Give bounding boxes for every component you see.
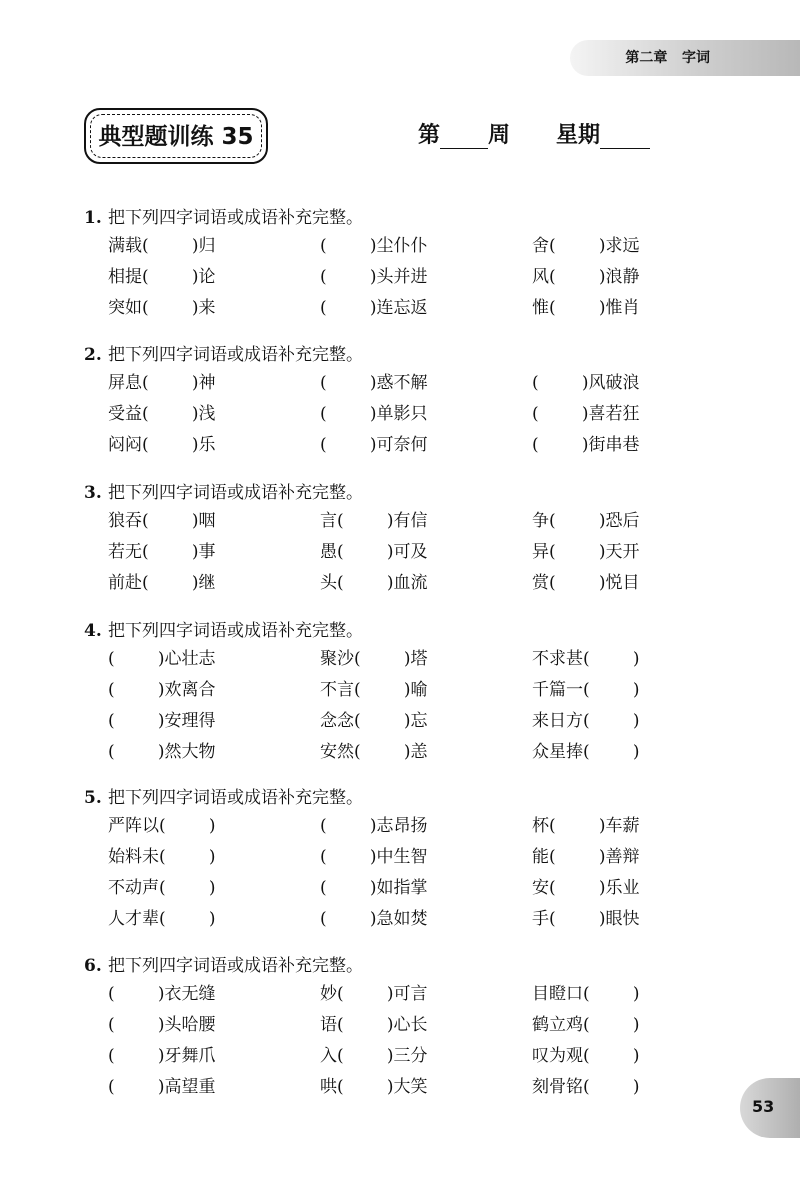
idiom-blank-item: 语( )心长 — [320, 1015, 428, 1035]
idiom-row — [84, 506, 764, 537]
question-instruction: 把下列四字词语或成语补充完整。 — [108, 345, 363, 365]
idiom-blank-item: 叹为观( ) — [532, 1046, 640, 1066]
idiom-blank-item: ( )如指掌 — [320, 878, 428, 898]
idiom-row — [84, 262, 764, 293]
idiom-row — [84, 368, 764, 399]
idiom-blank-item: 狼吞( )咽 — [108, 511, 216, 531]
question-number: 6. — [84, 956, 102, 976]
idiom-blank-item: ( )高望重 — [108, 1077, 216, 1097]
idiom-row — [84, 399, 764, 430]
idiom-blank-item: 风( )浪静 — [532, 267, 640, 287]
idiom-blank-item: ( )单影只 — [320, 404, 428, 424]
idiom-blank-item: ( )连忘返 — [320, 298, 428, 318]
idiom-row — [84, 1041, 764, 1072]
question-number: 2. — [84, 345, 102, 365]
idiom-blank-item: 严阵以( ) — [108, 816, 216, 836]
idiom-blank-item: 始料未( ) — [108, 847, 216, 867]
idiom-blank-item: 千篇一( ) — [532, 680, 640, 700]
idiom-blank-item: ( )欢离合 — [108, 680, 216, 700]
idiom-row — [84, 737, 764, 768]
idiom-blank-item: 愚( )可及 — [320, 542, 428, 562]
idiom-row — [84, 644, 764, 675]
idiom-blank-item: ( )头并进 — [320, 267, 428, 287]
idiom-blank-item: 舍( )求远 — [532, 236, 640, 256]
idiom-blank-item: 鹤立鸡( ) — [532, 1015, 640, 1035]
question-instruction: 把下列四字词语或成语补充完整。 — [108, 621, 363, 641]
question-instruction: 把下列四字词语或成语补充完整。 — [108, 483, 363, 503]
idiom-blank-item: 不动声( ) — [108, 878, 216, 898]
idiom-blank-item: 杯( )车薪 — [532, 816, 640, 836]
idiom-blank-item: 来日方( ) — [532, 711, 640, 731]
question-6 — [84, 953, 764, 1103]
idiom-blank-item: ( )惑不解 — [320, 373, 428, 393]
idiom-blank-item: 前赴( )继 — [108, 573, 216, 593]
idiom-blank-item: ( )急如焚 — [320, 909, 428, 929]
idiom-row — [84, 811, 764, 842]
question-2 — [84, 342, 764, 461]
idiom-blank-item: 屏息( )神 — [108, 373, 216, 393]
idiom-row — [84, 231, 764, 262]
idiom-blank-item: 不求甚( ) — [532, 649, 640, 669]
idiom-row — [84, 979, 764, 1010]
idiom-blank-item: 异( )天开 — [532, 542, 640, 562]
idiom-blank-item: 满载( )归 — [108, 236, 216, 256]
idiom-blank-item: ( )衣无缝 — [108, 984, 216, 1004]
idiom-blank-item: ( )中生智 — [320, 847, 428, 867]
idiom-blank-item: ( )喜若狂 — [532, 404, 640, 424]
idiom-row — [84, 1010, 764, 1041]
idiom-blank-item: 赏( )悦目 — [532, 573, 640, 593]
week-prefix: 第 — [418, 122, 441, 148]
question-heading — [84, 342, 764, 368]
idiom-blank-item: ( )志昂扬 — [320, 816, 428, 836]
idiom-row — [84, 1072, 764, 1103]
question-5 — [84, 785, 764, 935]
idiom-blank-item: ( )心壮志 — [108, 649, 216, 669]
idiom-blank-item: 聚沙( )塔 — [320, 649, 428, 669]
question-heading — [84, 480, 764, 506]
idiom-row — [84, 873, 764, 904]
idiom-blank-item: 头( )血流 — [320, 573, 428, 593]
question-heading — [84, 953, 764, 979]
question-3 — [84, 480, 764, 599]
idiom-row — [84, 568, 764, 599]
idiom-blank-item: 刻骨铭( ) — [532, 1077, 640, 1097]
idiom-blank-item: 妙( )可言 — [320, 984, 428, 1004]
idiom-row — [84, 904, 764, 935]
weekday-label: 周 星期 — [488, 122, 600, 148]
idiom-blank-item: 言( )有信 — [320, 511, 428, 531]
idiom-blank-item: 突如( )来 — [108, 298, 216, 318]
idiom-blank-item: 入( )三分 — [320, 1046, 428, 1066]
exercise-title: 典型题训练 35 — [98, 124, 254, 150]
idiom-row — [84, 842, 764, 873]
idiom-blank-item: ( )尘仆仆 — [320, 236, 428, 256]
page-number: 53 — [752, 1097, 775, 1116]
idiom-blank-item: ( )然大物 — [108, 742, 216, 762]
idiom-row — [84, 537, 764, 568]
question-heading — [84, 785, 764, 811]
question-number: 1. — [84, 208, 102, 228]
idiom-blank-item: 目瞪口( ) — [532, 984, 640, 1004]
idiom-blank-item: ( )安理得 — [108, 711, 216, 731]
question-heading — [84, 618, 764, 644]
week-blank — [440, 126, 488, 149]
idiom-row — [84, 706, 764, 737]
question-1 — [84, 205, 764, 324]
idiom-blank-item: 闷闷( )乐 — [108, 435, 216, 455]
idiom-row — [84, 293, 764, 324]
idiom-row — [84, 675, 764, 706]
question-number: 3. — [84, 483, 102, 503]
question-instruction: 把下列四字词语或成语补充完整。 — [108, 956, 363, 976]
idiom-blank-item: 不言( )喻 — [320, 680, 428, 700]
idiom-blank-item: 安( )乐业 — [532, 878, 640, 898]
idiom-blank-item: 若无( )事 — [108, 542, 216, 562]
idiom-blank-item: ( )牙舞爪 — [108, 1046, 216, 1066]
idiom-blank-item: 惟( )惟肖 — [532, 298, 640, 318]
idiom-blank-item: 念念( )忘 — [320, 711, 428, 731]
idiom-blank-item: 人才辈( ) — [108, 909, 216, 929]
idiom-blank-item: ( )可奈何 — [320, 435, 428, 455]
question-heading — [84, 205, 764, 231]
idiom-blank-item: 争( )恐后 — [532, 511, 640, 531]
chapter-header: 第二章 字词 — [625, 50, 710, 66]
idiom-blank-item: ( )街串巷 — [532, 435, 640, 455]
idiom-blank-item: 哄( )大笑 — [320, 1077, 428, 1097]
question-instruction: 把下列四字词语或成语补充完整。 — [108, 788, 363, 808]
question-instruction: 把下列四字词语或成语补充完整。 — [108, 208, 363, 228]
idiom-blank-item: 能( )善辩 — [532, 847, 640, 867]
week-date-line — [418, 118, 650, 149]
question-number: 5. — [84, 788, 102, 808]
idiom-blank-item: ( )头哈腰 — [108, 1015, 216, 1035]
question-4 — [84, 618, 764, 768]
weekday-blank — [600, 126, 650, 149]
idiom-blank-item: 众星捧( ) — [532, 742, 640, 762]
idiom-blank-item: 安然( )恙 — [320, 742, 428, 762]
idiom-blank-item: ( )风破浪 — [532, 373, 640, 393]
idiom-row — [84, 430, 764, 461]
question-number: 4. — [84, 621, 102, 641]
idiom-blank-item: 受益( )浅 — [108, 404, 216, 424]
idiom-blank-item: 手( )眼快 — [532, 909, 640, 929]
idiom-blank-item: 相提( )论 — [108, 267, 216, 287]
